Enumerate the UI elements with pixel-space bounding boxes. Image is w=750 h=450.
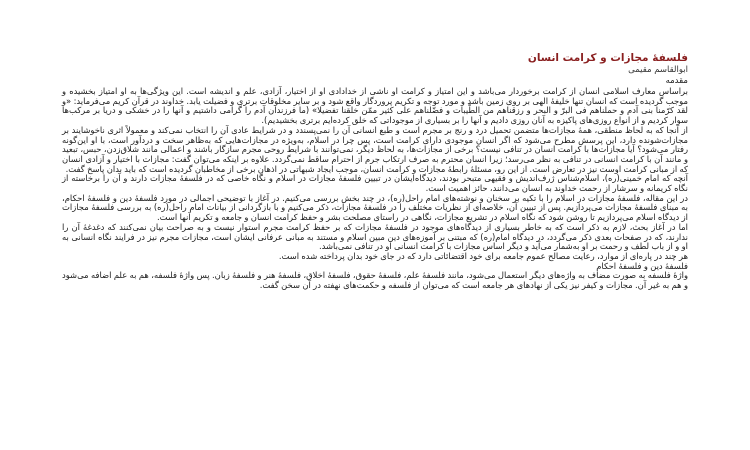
subheading: فلسفهٔ دین و فلسفهٔ احکام	[596, 260, 688, 271]
author-name: ابوالقاسم مقیمی	[628, 65, 688, 75]
paragraph: در این مقاله، فلسفهٔ مجازات در اسلام را با تکیه بر سخنان و نوشته‌های امام راحل(ره)، در چند بخش بررسی می‌کنیم. در آغاز با توضیحی اجمالی در مورد فلسفهٔ دین و فلسفهٔ احکام، به مبنای فلسفهٔ مجازات می‌پردازیم. پس از تبیین آن، خلاصه‌ای از نظریات مختلف را در فلسفهٔ مجازات، ذکر می‌کنیم و با بازگردانی از بیانات امام راحل(ره) به بررسی فلسفهٔ مجازات از دیدگاه اسلام می‌پردازیم تا روشن شود که نگاه اسلام در تشریع مجازات، نگاهی در راستای مصلحت بشر و حفظ کرامت انسان و جامعه و تکریم آنها است.	[62, 192, 688, 223]
section-heading: مقدمه	[665, 76, 688, 86]
paragraph: براساس معارف اسلامی انسان از کرامت برخوردار می‌باشد و این امتیاز و کرامت او ناشی از خدادادی او از اختیار، آزادی، علم و اندیشه است. این ویژگی‌ها به او امتیاز بخشیده و موجب گردیده است که انسان تنها خلیفهٔ الهی بر روی زمین باشد و مورد توجه و تکریم پروردگار واقع شود و بر سایر مخلوقات برتری و فضیلت یابد. خداوند در قرآن کریم می‌فرماید: «و لقد کرّمنا بنی آدم و حملناهم فی البرّ و البحر و رزقناهم من الطّیبات و فضّلناهم علی کثیر ممّن خلقنا تفضیلا» (ما فرزندان آدم را گرامی داشتیم و آنها را در خشکی و دریا بر مرکب‌ها سوار کردیم و از انواع روزی‌های پاکیزه به آنان روزی دادیم و آنها را بر بسیاری از موجوداتی که خلق کرده‌ایم برتری بخشیدیم).	[62, 86, 688, 126]
paragraph: آنچه که امام خمینی(ره)، اسلام‌شناس ژرف‌اندیش و فقیهی متبحر بودند، دیدگاه‌ایشان در تبیین فلسفهٔ مجازات در اسلام و نگاه خاصی که در فلسفهٔ مجازات دارند و آن را برخاسته از نگاه کریمانه و سرشار از رحمت خداوند به انسان می‌دانند، حائز اهمیت است.	[62, 173, 688, 194]
paragraph: از آنجا که به لحاظ منطقی، همهٔ مجازات‌ها متضمن تحمیل درد و رنج بر مجرم است و طبع انسانی آن را نمی‌پسندد و در شرایط عادی آن را انتخاب نمی‌کند و معمولاً اثری ناخوشایند بر مجازات‌شونده دارد، این پرسش مطرح می‌شود که اگر انسان موجودی دارای کرامت است، پس چرا در اسلام، به‌ویژه در مجازات‌هایی که به‌ظاهر سخت و دردآور است، با او این‌گونه رفتار می‌شود؟ آیا مجازات‌ها با کرامت انسان در تنافی نیست؟ برخی از مجازات‌ها، به لحاظ دیگر، نمی‌توانند با شرایط روحی مجرم سازگار باشند و اعمالی مانند شلاق‌زدن، حبس، تبعید و مانند آن با کرامت انسانی در تنافی به نظر می‌رسد؛ زیرا انسان محترم به صرف ارتکاب جرم از احترام ساقط نمی‌گردد. علاوه بر اینکه می‌توان گفت: مجازات با اختیار و آزادی انسان که از مبانی کرامت اوست نیز در تعارض است. از این رو، مسئلهٔ رابطهٔ مجازات و کرامت انسان، موجب ایجاد شبهاتی در اذهان برخی از مخاطبان گردیده است که باید بدان پاسخ گفت.	[62, 124, 688, 174]
paragraph: اما در آغاز بحث، لازم به ذکر است که به خاطر بسیاری از دیدگاه‌های موجود در فلسفهٔ مجازات که بر حفظ کرامت مجرم استوار نیست و به صراحت بیان نمی‌کنند که دغدغهٔ آن را ندارند، که در صفحات بعدی ذکر می‌گردد، در دیدگاه امام(ره) که مبتنی بر آموزه‌های دین مبین اسلام و مستند به مبانی عرفانی ایشان است، مجازات مجرم نیز در فرایند نگاه انسانی به او و از باب لطف و رحمت بر او به‌شمار می‌آید و دیگر اساس مجازات با کرامت انسانی او در تنافی نمی‌باشد.	[62, 221, 688, 252]
paragraph: واژهٔ فلسفه به صورت مضاف به واژه‌های دیگر استعمال می‌شود، مانند فلسفهٔ علم، فلسفهٔ حقوق، فلسفهٔ اخلاق، فلسفهٔ هنر و فلسفهٔ زبان. پس واژهٔ فلسفه، هم به علم اضافه می‌شود و هم به غیر آن. مجازات و کیفر نیز یکی از نهادهای هر جامعه است که می‌توان از فلسفه و حکمت‌های نهفته در آن سخن گفت.	[62, 270, 688, 291]
paragraph: هر چند در پاره‌ای از موارد، رعایت مصالح عموم جامعه برای خود اقتضائاتی دارد که در جای خود بدان پرداخته شده است.	[278, 250, 688, 261]
document-title: فلسفهٔ مجازات و کرامت انسان	[527, 52, 688, 64]
